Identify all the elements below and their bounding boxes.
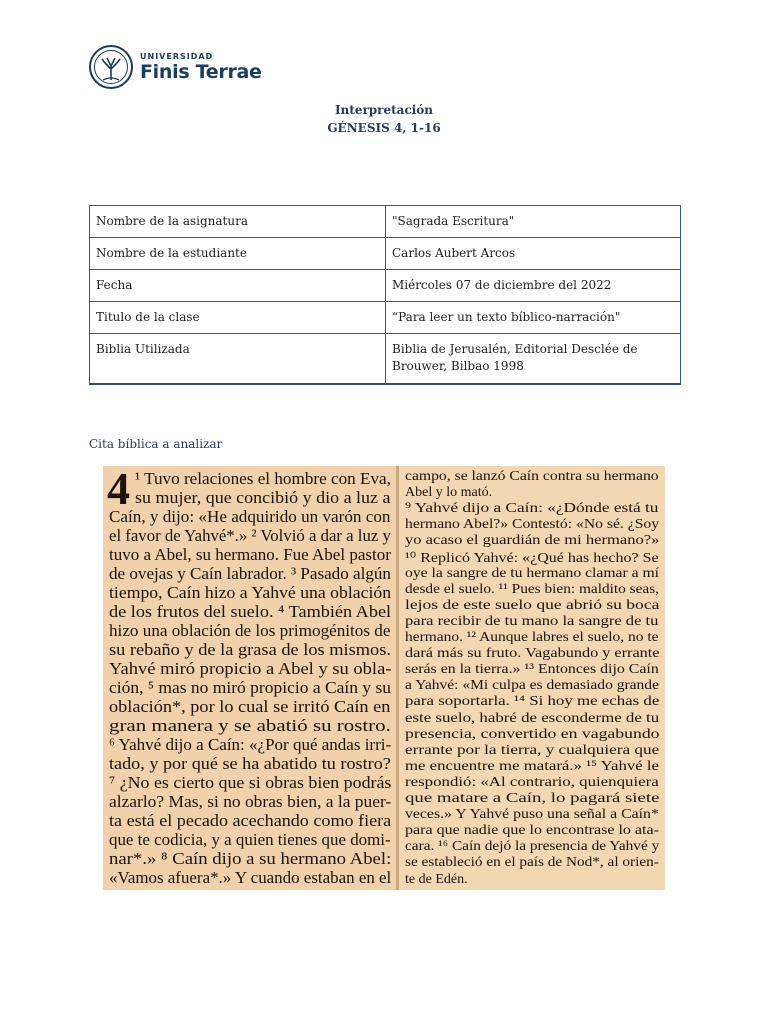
scan-text-line: oblación*, por lo cual se irritó Caín en [109,697,391,716]
table-value: "Sagrada Escritura" [386,206,681,238]
table-label: Titulo de la clase [90,302,386,334]
chapter-number: 4 [107,466,130,514]
scan-text-line: serás en la tierra.» ¹³ Entonces dijo Caín [405,662,659,678]
scan-text-line: este suelo, habré de esconderme de tu [405,710,660,726]
scan-text-line: oye la sangre de tu hermano clamar a mí [405,565,660,581]
scan-text-line: ⁹ Yahvé dijo a Caín: «¿Dónde está tu [405,501,659,517]
title-line-2: GÉNESIS 4, 1-16 [327,121,441,135]
scan-text-line: su mujer, que concibió y dio a luz a [135,488,391,507]
scan-text-line: para que nadie que lo encontrase lo ata- [405,823,659,839]
cita-label: Cita bíblica a analizar [89,437,223,451]
scan-text-line: alzarlo? Mas, si no obras bien, a la puer- [109,792,392,811]
title-line-1: Interpretación [334,103,434,117]
scan-text-line: ta está el pecado acechando como fiera [109,811,392,830]
scan-text-line: «Vamos afuera*.» Y cuando estaban en el [109,868,392,887]
scanned-bible-passage [103,466,665,890]
scan-text-line: el favor de Yahvé*.» ² Volvió a dar a luz y [109,526,391,545]
scan-text-line: gran manera y se abatió su rostro. [109,716,391,735]
scan-text-line: errante por la tierra, y cualquiera que [405,742,660,758]
scan-text-line: Caín, y dijo: «He adquirido un varón con [109,507,391,526]
table-row [90,334,681,384]
table-row [90,270,681,302]
table-label: Fecha [90,270,386,302]
scan-text-line: que matare a Caín, lo pagará siete [405,791,660,806]
table-row [90,302,681,334]
scan-text-line: tuvo a Abel, su hermano. Fue Abel pastor [109,545,391,564]
university-seal-icon [88,44,134,90]
scan-text-line: hizo una oblación de los primogénitos de [109,621,391,640]
scan-text-line: de ovejas y Caín labrador. ³ Pasado algún [109,564,391,583]
scan-text-line: ⁷ ¿No es cierto que si obras bien podrás [109,773,392,792]
scan-text-line: me encuentre me matará.» ¹⁵ Yahvé le [405,758,659,774]
scan-left-column [103,466,397,890]
scan-text-line: su rebaño y de la grasa de los mismos. [109,640,391,659]
document-title [0,101,768,137]
scan-text-line: ción, ⁵ mas no miró propicio a Caín y su [109,678,392,697]
scan-text-line: tado, y por qué se ha abatido tu rostro? [109,754,391,773]
table-row [90,206,681,238]
scan-text-line: tiempo, Caín hizo a Yahvé una oblación [109,583,392,602]
scan-text-line: desde el suelo. ¹¹ Pues bien: maldito seas, [405,581,660,597]
table-value: Biblia de Jerusalén, Editorial Desclée de Brouwer, Bilbao 1998 [386,334,681,384]
scan-text-line: para recibir de tu mano la sangre de tu [405,613,659,629]
scan-text-line: de los frutos del suelo. ⁴ También Abel [109,602,392,621]
scan-text-line: cara. ¹⁶ Caín dejó la presencia de Yahvé y [405,839,660,855]
scan-text-line: hermano. ¹² Aunque labres el suelo, no te [405,630,659,645]
scan-text-line: dará más su fruto. Vagabundo y errante [405,646,660,662]
logo-small-text: UNIVERSIDAD [140,51,214,61]
scan-text-line: ¹⁰ Replicó Yahvé: «¿Qué has hecho? Se [405,550,659,566]
scan-text-line: ¹ Tuvo relaciones el hombre con Eva, [135,469,391,488]
logo-title-text: Finis Terrae [140,60,262,83]
scan-text-line: veces.» Y Yahvé puso una señal a Caín* [405,807,659,823]
table-value: “Para leer un texto bíblico-narración" [386,302,681,334]
table-row [90,238,681,270]
scan-text-line: para soportarla. ¹⁴ Si hoy me echas de [405,694,660,710]
scan-text-line: respondió: «Al contrario, quienquiera [405,774,659,790]
table-value: Miércoles 07 de diciembre del 2022 [386,270,681,302]
scan-text-line: que te codicia, y a quien tienes que domi- [109,830,391,849]
scan-text-line: a Yahvé: «Mi culpa es demasiado grande [405,678,659,694]
scan-text-line: Yahvé miró propicio a Abel y su obla- [109,659,392,678]
university-logo [88,44,262,90]
scan-text-line: Abel y lo mató. [405,485,493,501]
scan-text-line: nar*.» ⁸ Caín dijo a su hermano Abel: [109,849,392,868]
scan-text-line: te de Edén. [405,871,468,887]
scan-text-line: lejos de este suelo que abrió su boca [405,597,660,613]
scan-text-line: presencia, convertido en vagabundo [405,726,660,742]
scan-text-line: ⁶ Yahvé dijo a Caín: «¿Por qué andas irri- [109,735,392,754]
info-table [89,205,681,385]
table-label: Nombre de la asignatura [90,206,386,238]
table-label: Biblia Utilizada [90,334,386,384]
scan-text-line: yo acaso el guardián de mi hermano?» [405,533,660,549]
table-value: Carlos Aubert Arcos [386,238,681,270]
scan-text-line: hermano Abel?» Contestó: «No sé. ¿Soy [405,517,660,533]
scan-right-column [399,466,665,890]
table-label: Nombre de la estudiante [90,238,386,270]
scan-text-line: se estableció en el país de Nod*, al orien- [405,855,659,871]
scan-text-line: campo, se lanzó Caín contra su hermano [405,469,659,484]
